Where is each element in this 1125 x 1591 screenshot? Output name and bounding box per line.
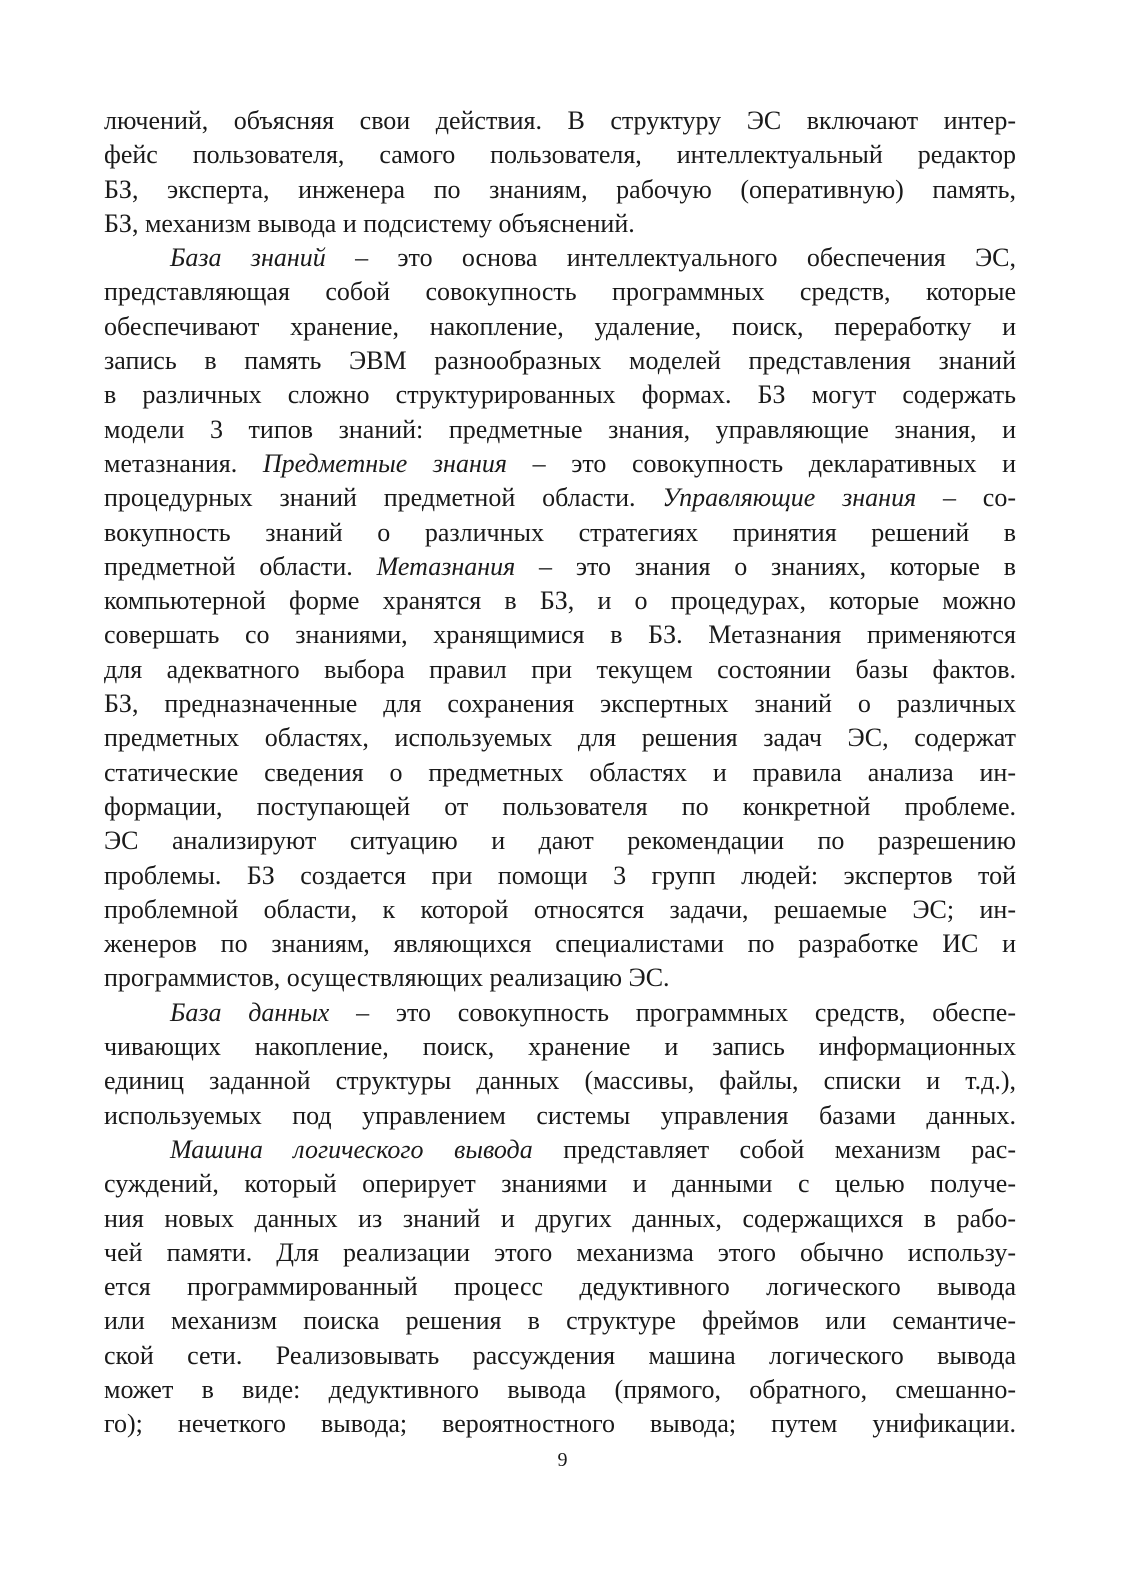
text-run: фейс пользователя, самого пользователя, интеллектуальный редактор xyxy=(104,140,1016,170)
text-line xyxy=(104,927,1016,961)
text-line xyxy=(104,310,1016,344)
text-line xyxy=(104,584,1016,618)
text-run: чей памяти. Для реализации этого механизма этого обычно использу- xyxy=(104,1237,1016,1267)
text-line xyxy=(104,1270,1016,1304)
text-line xyxy=(104,996,1016,1030)
term-italic: База данных xyxy=(170,997,330,1027)
text-run: предметных областях, используемых для решения задач ЭС, содержат xyxy=(104,723,1016,753)
text-line xyxy=(104,481,1016,515)
text-run: формации, поступающей от пользователя по конкретной проблеме. xyxy=(104,791,1016,821)
text-run: ния новых данных из знаний и других данных, содержащихся в рабо- xyxy=(104,1203,1016,1233)
text-line xyxy=(104,413,1016,447)
text-line xyxy=(104,1304,1016,1338)
text-run: статические сведения о предметных областях и правила анализа ин- xyxy=(104,757,1016,787)
text-line xyxy=(104,1167,1016,1201)
text-run: в различных сложно структурированных формах. БЗ могут содержать xyxy=(104,380,1016,410)
text-line xyxy=(104,790,1016,824)
text-run: обеспечивают хранение, накопление, удаление, поиск, переработку и xyxy=(104,311,1016,341)
text-run: БЗ, предназначенные для сохранения экспертных знаний о различных xyxy=(104,689,1016,719)
text-line xyxy=(104,275,1016,309)
text-run: запись в память ЭВМ разнообразных моделей представления знаний xyxy=(104,346,1016,376)
text-line xyxy=(104,687,1016,721)
text-line xyxy=(104,756,1016,790)
text-run: – со- xyxy=(916,483,1016,513)
text-line xyxy=(104,653,1016,687)
term-italic: База знаний xyxy=(170,243,326,273)
text-line xyxy=(104,859,1016,893)
body-text xyxy=(104,104,1016,1442)
text-run: проблемной области, к которой относятся задачи, решаемые ЭС; ин- xyxy=(104,894,1016,924)
text-run: единиц заданной структуры данных (массивы, файлы, списки и т.д.), xyxy=(104,1066,1016,1096)
text-line xyxy=(104,1099,1016,1133)
term-italic: Управляющие знания xyxy=(662,483,917,513)
text-run: для адекватного выбора правил при текущем состоянии базы фактов. xyxy=(104,654,1016,684)
text-run: – это совокупность декларативных и xyxy=(506,448,1017,478)
text-line xyxy=(104,378,1016,412)
text-line xyxy=(104,138,1016,172)
text-run: совершать со знаниями, хранящимися в БЗ. Метазнания применяются xyxy=(104,620,1016,650)
text-line xyxy=(104,550,1016,584)
text-run: – это основа интеллектуального обеспечения ЭС, xyxy=(325,243,1016,273)
text-line xyxy=(104,1202,1016,1236)
text-run: – это совокупность программных средств, обеспе- xyxy=(329,997,1017,1027)
text-line xyxy=(104,516,1016,550)
text-run: метазнания. xyxy=(104,448,263,478)
text-run: – это знания о знаниях, которые в xyxy=(515,551,1017,581)
text-run: представляющая собой совокупность программных средств, которые xyxy=(104,277,1016,307)
text-line xyxy=(104,1064,1016,1098)
text-run: суждений, который оперирует знаниями и данными с целью получе- xyxy=(104,1169,1016,1199)
text-line xyxy=(104,824,1016,858)
text-run: предметной области. xyxy=(104,551,377,581)
text-run: может в виде: дедуктивного вывода (прямого, обратного, смешанно- xyxy=(104,1374,1016,1404)
text-line xyxy=(104,618,1016,652)
text-run: используемых под управлением системы управления базами данных. xyxy=(104,1100,1016,1130)
text-run: ется программированный процесс дедуктивного логического вывода xyxy=(104,1272,1016,1302)
term-italic: Метазнания xyxy=(376,551,516,581)
text-line xyxy=(104,721,1016,755)
text-line xyxy=(104,173,1016,207)
text-run: или механизм поиска решения в структуре фреймов или семантиче- xyxy=(104,1306,1016,1336)
text-run: вокупность знаний о различных стратегиях принятия решений в xyxy=(104,517,1016,547)
page-number: 9 xyxy=(557,1449,568,1471)
text-run: проблемы. БЗ создается при помощи 3 групп людей: экспертов той xyxy=(104,860,1016,890)
text-line xyxy=(104,1236,1016,1270)
text-line xyxy=(104,961,1016,995)
text-line xyxy=(104,1373,1016,1407)
term-italic: Машина логического вывода xyxy=(170,1134,533,1164)
text-run: компьютерной форме хранятся в БЗ, и о процедурах, которые можно xyxy=(104,586,1016,616)
text-line xyxy=(104,104,1016,138)
text-line xyxy=(104,1407,1016,1441)
text-line xyxy=(104,1030,1016,1064)
text-run: ской сети. Реализовывать рассуждения машина логического вывода xyxy=(104,1340,1016,1370)
text-run: го); нечеткого вывода; вероятностного вывода; путем унификации. xyxy=(104,1409,1016,1439)
text-line xyxy=(104,1339,1016,1373)
text-line xyxy=(104,1133,1016,1167)
term-italic: Предметные знания xyxy=(262,448,507,478)
text-run: чивающих накопление, поиск, хранение и запись информационных xyxy=(104,1032,1016,1062)
text-line xyxy=(104,207,1016,241)
text-line xyxy=(104,447,1016,481)
text-run: БЗ, механизм вывода и подсистему объяснений. xyxy=(104,208,635,238)
text-run: женеров по знаниям, являющихся специалистами по разработке ИС и xyxy=(104,929,1016,959)
text-run: процедурных знаний предметной области. xyxy=(104,483,663,513)
text-run: представляет собой механизм рас- xyxy=(532,1134,1016,1164)
text-line xyxy=(104,893,1016,927)
text-run: программистов, осуществляющих реализацию ЭС. xyxy=(104,963,670,993)
text-line xyxy=(104,344,1016,378)
text-run: ЭС анализируют ситуацию и дают рекомендации по разрешению xyxy=(104,826,1016,856)
text-line xyxy=(104,241,1016,275)
text-run: лючений, объясняя свои действия. В структуру ЭС включают интер- xyxy=(104,106,1016,135)
text-run: БЗ, эксперта, инженера по знаниям, рабочую (оперативную) память, xyxy=(104,174,1016,204)
text-run: модели 3 типов знаний: предметные знания, управляющие знания, и xyxy=(104,414,1016,444)
